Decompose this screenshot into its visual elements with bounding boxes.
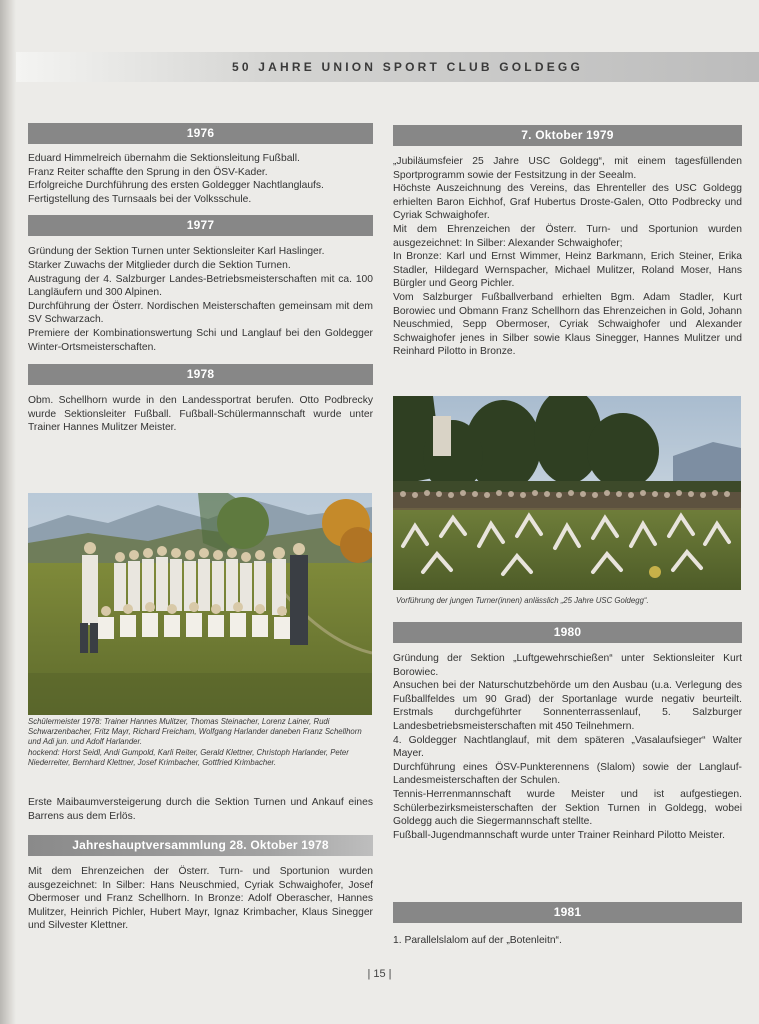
text-line: Erfolgreiche Durchführung des ersten Goldegger Nachtlanglaufs. — [28, 180, 324, 192]
section-heading-1978: 1978 — [28, 364, 373, 385]
left-column-lower — [28, 835, 373, 933]
section-text-1976 — [28, 152, 373, 206]
section-heading-1981: 1981 — [393, 902, 742, 923]
section-text-jahreshauptversammlung: Mit dem Ehrenzeichen der Österr. Turn- und Sportunion wurden ausgezeichnet: In Silber: Hans Neuschmied, Cyriak Schwaighofer, Josef Obermoser und Franz Schellhorn. In Bronze: Adolf Oberascher, Hannes Mulitzer, Heinrich Pichler, Hubert Mayr, Ignaz Krimbacher, Klaus Sinegger und Silvester Klettner. — [28, 866, 373, 932]
text-line: Franz Reiter schaffte den Sprung in den ÖSV-Kader. — [28, 166, 268, 178]
text-line: Fertigstellung des Turnsaals bei der Volksschule. — [28, 193, 252, 205]
right-column-bottom — [393, 902, 742, 948]
text-line: In Bronze: Karl und Ernst Wimmer, Heinz Barkmann, Erich Steiner, Erika Stadler, Hildegard Wernspacher, Michael Mulitzer, Roland Moser, Hans Bürgler und Georg Pichler. — [393, 251, 742, 290]
section-heading-1977: 1977 — [28, 215, 373, 236]
text-line: Starker Zuwachs der Mitglieder durch die Sektion Turnen. — [28, 259, 291, 271]
photo-schuelermannschaft — [28, 493, 372, 715]
text-line: Höchste Auszeichnung des Vereins, das Ehrenteller des USC Goldegg erhielten Baron Eichhof, Graf Hubertus Droste-Galen, Otto Podbrecky und Cyriak Schwaighofer. — [393, 183, 742, 222]
text-line: Durchführung der Österr. Nordischen Meisterschaften gemeinsam mit dem SV Schwarzach. — [28, 300, 373, 326]
section-text-1981 — [393, 934, 742, 948]
section-text-1978: Obm. Schellhorn wurde in den Landessportrat berufen. Otto Podbrecky wurde Sektionsleiter Fußball. Fußball-Schülermannschaft wurde unter Trainer Hannes Mulitzer Meister. — [28, 395, 373, 434]
book-spine-shadow — [0, 0, 16, 1024]
section-text-1978-maibaum: Erste Maibaumversteigerung durch die Sektion Turnen und Ankauf eines Barrens aus dem Erlös. — [28, 797, 373, 822]
section-heading-1976: 1976 — [28, 123, 373, 144]
text-line: Eduard Himmelreich übernahm die Sektionsleitung Fußball. — [28, 153, 300, 164]
section-text-1980 — [393, 652, 742, 842]
text-line: 4. Goldegger Nachtlanglauf, mit dem späteren „Vasalaufsieger“ Walter Mayer. — [393, 734, 742, 760]
right-column — [393, 125, 742, 359]
left-column — [28, 123, 373, 435]
text-line: Vom Salzburger Fußballverband erhielten Bgm. Adam Stadler, Kurt Borowiec und Obmann Franz Schellhorn das Ehrenzeichen in Gold, Johann Neuschmied, Sepp Obermoser, Cyriak Schwaighofer und Alexander Schwaighofer jenes in Silber sowie Klaus Sinegger, Hannes Mulitzer und Reinhard Pilotto in Bronze. — [393, 291, 742, 358]
text-line: 1. Parallelslalom auf der „Botenleitn“. — [393, 935, 562, 946]
photo-caption-1979: Vorführung der jungen Turner(innen) anlässlich „25 Jahre USC Goldegg“. — [396, 596, 649, 605]
caption-line: hockend: Horst Seidl, Andi Gumpold, Karli Reiter, Gerald Klettner, Christoph Harlander, Peter Niederreiter, Bernhard Klettner, Josef Krimbacher, Gottfried Krimbacher. — [28, 747, 349, 767]
section-text-1977 — [28, 245, 373, 354]
page-number: | 15 | — [367, 968, 392, 980]
text-line: Durchführung eines ÖSV-Punkterennens (Slalom) sowie der Langlauf-Landesmeisterschaften der Schulen. — [393, 761, 742, 787]
text-line: Fußball-Jugendmannschaft wurde unter Trainer Reinhard Pilotto Meister. — [393, 829, 725, 841]
section-heading-1980: 1980 — [393, 622, 742, 643]
text-line: Gründung der Sektion Turnen unter Sektionsleiter Karl Haslinger. — [28, 246, 325, 258]
section-text-okt-1979 — [393, 155, 742, 359]
text-line: Tennis-Herrenmannschaft wurde Meister und ist aufgestiegen. Schülerbezirksmeisterschaften der Sektion Turnen in Goldegg, wobei Goldegg auch die Siegermannschaft stellte. — [393, 788, 742, 828]
text-line: Gründung der Sektion „Luftgewehrschießen“ unter Sektionsleiter Kurt Borowiec. — [393, 653, 742, 678]
section-heading-okt-1979: 7. Oktober 1979 — [393, 125, 742, 146]
photo-turnvorfuehrung — [393, 396, 741, 590]
text-line: Austragung der 4. Salzburger Landes-Betriebsmeisterschaften mit ca. 100 Langläufern und 300 Alpinen. — [28, 273, 373, 299]
text-line: Premiere der Kombinationswertung Schi und Langlauf bei den Goldegger Winter-Ortsmeisterschaften. — [28, 327, 373, 353]
text-line: Ansuchen bei der Naturschutzbehörde um den Ausbau (u.a. Verlegung des Fußballfeldes um 90 Grad) der Sportanlage wurde negativ beurteilt. Erstmals durchgeführter Sonnenterrassenlauf, 5. Salzburger Landesbetriebsmeisterschaften mit 450 Teilnehmern. — [393, 680, 742, 732]
section-heading-jahreshauptversammlung: Jahreshauptversammlung 28. Oktober 1978 — [28, 835, 373, 856]
photo-caption-1978 — [28, 717, 373, 768]
caption-line: Schülermeister 1978: Trainer Hannes Mulitzer, Thomas Steinacher, Lorenz Lainer, Rudi Schwarzenbacher, Fritz Mayr, Richard Freicham, Wolfgang Harlander daneben Franz Schellhorn und Adi jun. und Adolf Harlander. — [28, 717, 362, 747]
text-line: „Jubiläumsfeier 25 Jahre USC Goldegg“, mit einem tagesfüllenden Sportprogramm sowie der Festsitzung in der Seealm. — [393, 156, 742, 181]
right-column-lower — [393, 622, 742, 842]
text-line: Mit dem Ehrenzeichen der Österr. Turn- und Sportunion wurden ausgezeichnet: In Silber: Alexander Schwaighofer; — [393, 223, 742, 249]
page-header-title: 50 JAHRE UNION SPORT CLUB GOLDEGG — [232, 60, 583, 74]
